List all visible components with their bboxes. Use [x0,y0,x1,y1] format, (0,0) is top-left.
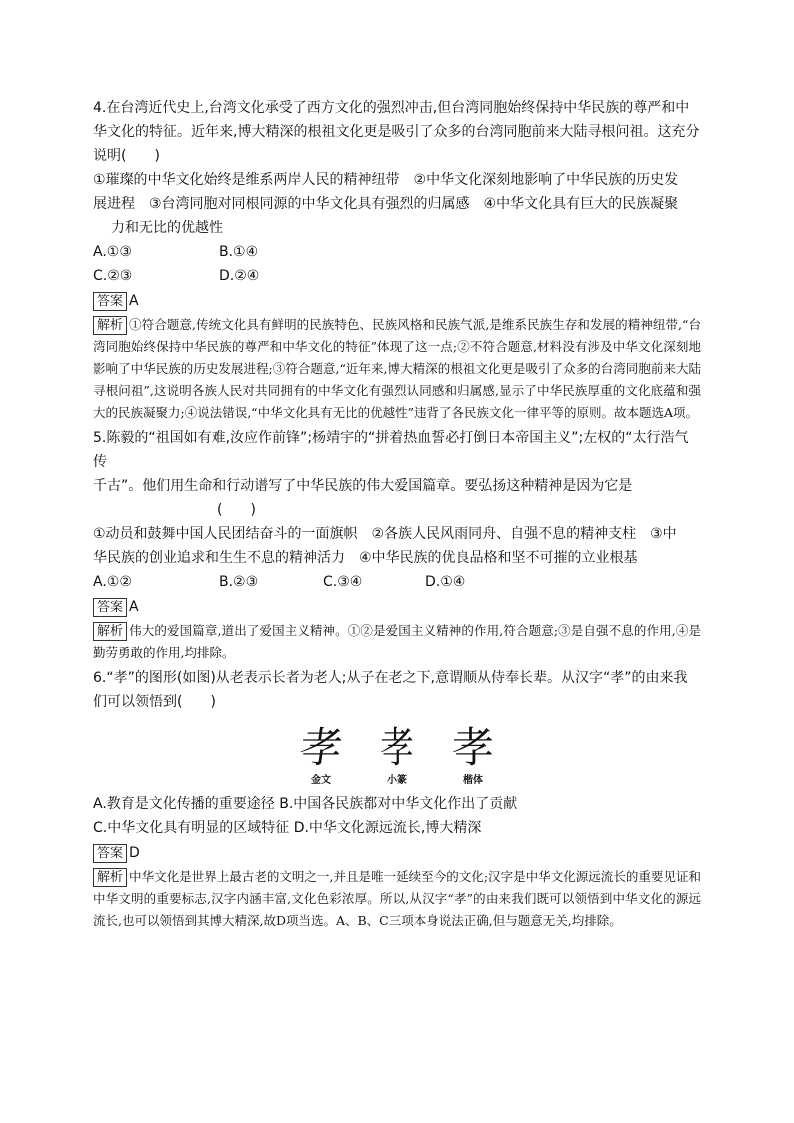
option-a: A.①③ [93,244,132,260]
question-5-stem [93,426,701,522]
option-c: C.②③ [93,268,133,284]
question-4-options [93,240,701,288]
explanation-tag: 解析 [93,622,127,641]
question-4-statement-line: 力和无比的优越性 [111,220,223,236]
figure-item-jinwen [283,722,359,788]
question-5-statement-line: ①动员和鼓舞中国人民团结奋斗的一面旗帜 ②各族人民风雨同舟、自强不息的精神支柱 ③中 [93,526,677,542]
question-4-statements [93,168,701,240]
option-b: B.中国各民族都对中华文化作出了贡献 [279,796,518,812]
figure-caption: 金文 [311,775,331,786]
explanation-text: ①符合题意,传统文化具有鲜明的民族特色、民族风格和民族气派,是维系民族生存和发展的精神纽带,“台湾同胞始终保持中华民族的尊严和中华文化的特征”体现了这一点;②不符合题意,材料没有涉及中华文化深刻地影响了中华民族的历史发展进程;③符合题意,“近年来,博大精深的根祖文化更是吸引了众多的台湾同胞前来大陆寻根问祖”,这说明各族人民对共同拥有的中华文化有强烈认同感和归属感,显示了中华民族厚重的文化底蕴和强大的民族凝聚力;④说法错误,“中华文化具有无比的优越性”违背了各民族文化一律平等的原则。故本题选A项。 [93,317,701,420]
explanation-text: 中华文化是世界上最古老的文明之一,并且是唯一延续至今的文化;汉字是中华文化源远流长的重要见证和中华文明的重要标志,汉字内涵丰富,文化色彩浓厚。所以,从汉字“孝”的由来我们既可以领悟到中华文化的源远流长,也可以领悟到其博大精深,故D项当选。A、B、C三项本身说法正确,但与题意无关,均排除。 [93,869,701,928]
figure-caption: 楷体 [463,775,483,786]
question-5-answer [93,596,701,618]
question-6-options [93,792,701,840]
option-b: B.①④ [219,244,259,260]
answer-value: D [129,845,140,861]
question-4-stem: 4.在台湾近代史上,台湾文化承受了西方文化的强烈冲击,但台湾同胞始终保持中华民族的尊严和中华文化的特征。近年来,博大精深的根祖文化更是吸引了众多的台湾同胞前来大陆寻根问祖。这充分说明( ) [93,100,700,164]
question-5-statements [93,522,701,570]
question-5-statement-line: 华民族的创业追求和生生不息的精神活力 ④中华民族的优良品格和坚不可摧的立业根基 [93,550,638,566]
question-4-statement-line: 展进程 ③台湾同胞对同根同源的中华文化具有强烈的归属感 ④中华文化具有巨大的民族凝聚 [93,196,679,212]
explanation-tag: 解析 [93,316,127,335]
question-4-explanation [93,314,701,424]
answer-tag: 答案 [93,844,127,863]
option-d: D.①④ [425,574,466,590]
question-5-stem-line: 千古”。他们用生命和行动谱写了中华民族的伟大爱国篇章。要弘扬这种精神是因为它是 [93,478,633,494]
question-5-stem-line: 5.陈毅的“祖国如有难,汝应作前锋”;杨靖宇的“拼着热血誓必打倒日本帝国主义”;左权的“太行浩气传 [93,430,689,470]
question-4-statement-line: ①璀璨的中华文化始终是维系两岸人民的精神纽带 ②中华文化深刻地影响了中华民族的历史发 [93,172,679,188]
figure-glyph: 孝 [296,723,346,772]
question-5 [93,426,701,664]
answer-tag: 答案 [93,598,127,617]
xiao-character-figure [93,722,701,788]
option-a: A.①② [93,574,132,590]
option-c: C.中华文化具有明显的区域特征 [93,820,290,836]
question-4 [93,96,701,424]
figure-glyph: 孝 [380,723,414,772]
answer-value: A [129,599,139,615]
question-4-answer [93,290,701,312]
figure-caption: 小篆 [387,775,407,786]
answer-tag: 答案 [93,292,127,311]
question-6-explanation [93,866,701,932]
document-page [93,96,701,934]
question-6 [93,666,701,932]
figure-glyph: 孝 [451,723,494,772]
explanation-text: 伟大的爱国篇章,道出了爱国主义精神。①②是爱国主义精神的作用,符合题意;③是自强不息的作用,④是勤劳勇敢的作用,均排除。 [93,623,701,660]
figure-item-kaiti [435,722,511,788]
question-6-answer [93,842,701,864]
option-a: A.教育是文化传播的重要途径 [93,796,275,812]
option-d: D.中华文化源远流长,博大精深 [293,820,482,836]
question-5-explanation [93,620,701,664]
question-6-stem: 6.“孝”的图形(如图)从老表示长者为老人;从子在老之下,意谓顺从侍奉长辈。从汉字“孝”的由来我们可以领悟到( ) [93,670,688,710]
explanation-tag: 解析 [93,868,127,887]
question-5-options [93,570,701,594]
option-d: D.②④ [219,268,260,284]
answer-value: A [129,293,139,309]
figure-item-xiaozhuan [359,722,435,788]
question-5-paren: ( ) [217,502,256,518]
option-b: B.②③ [219,574,259,590]
option-c: C.③④ [323,574,363,590]
